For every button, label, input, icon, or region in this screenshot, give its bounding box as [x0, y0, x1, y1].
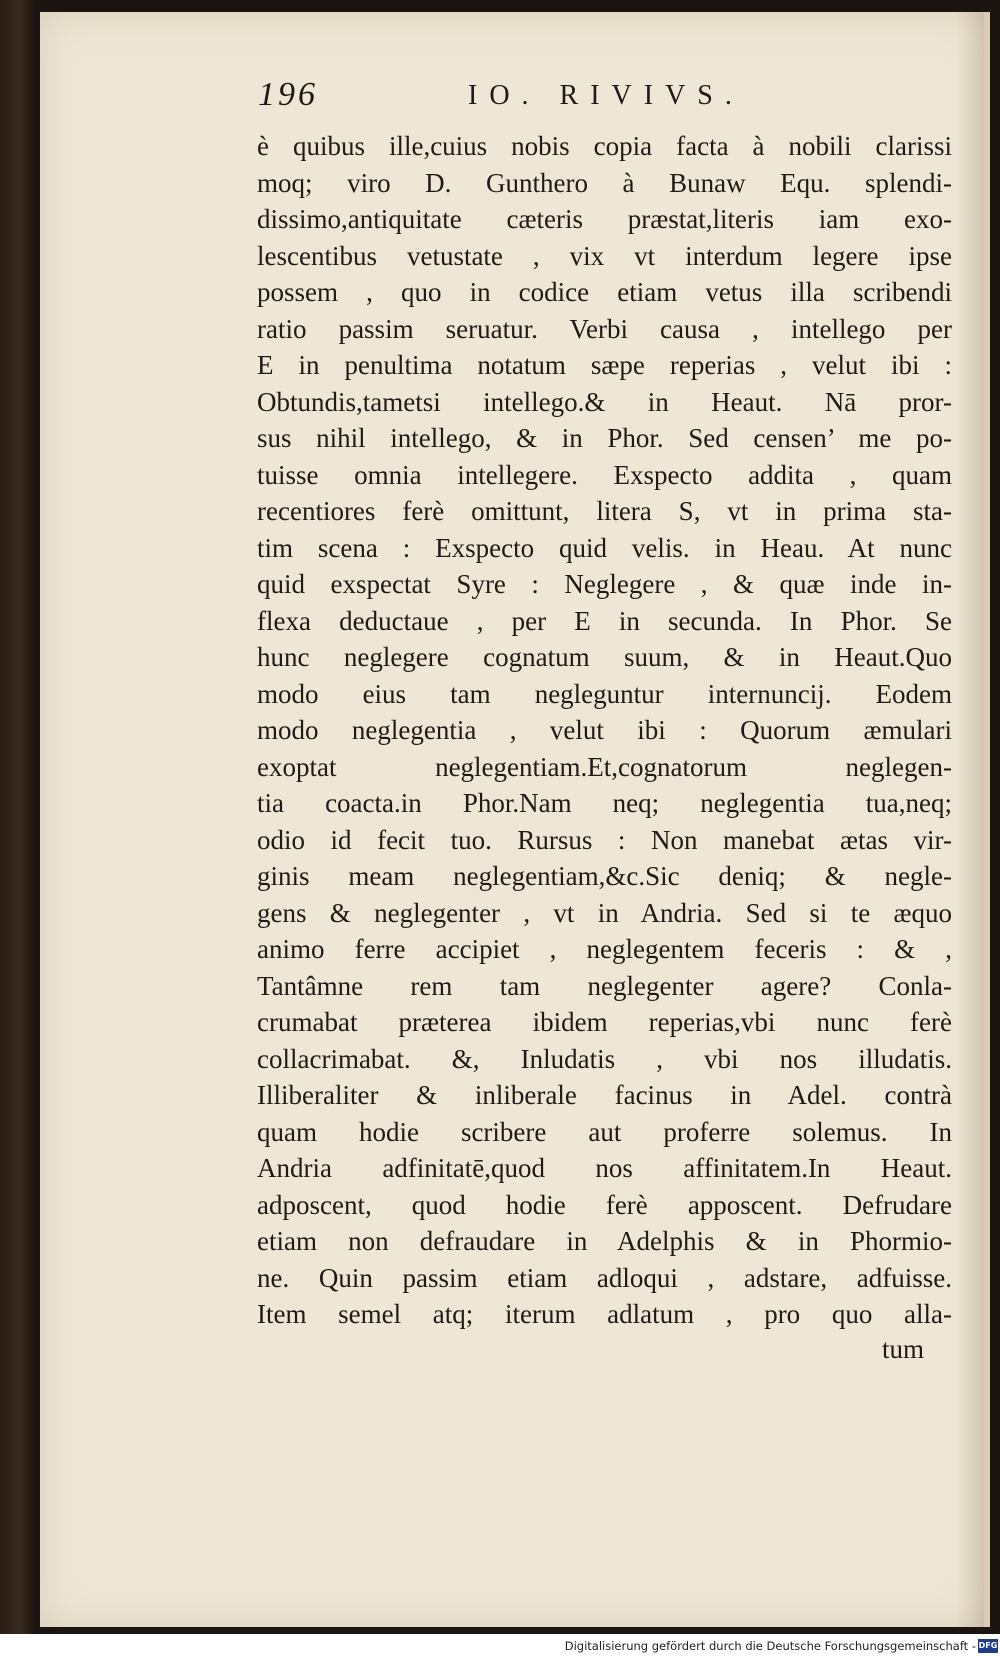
funding-note: Digitalisierung gefördert durch die Deutsche Forschungsgemeinschaft - — [564, 1639, 976, 1653]
text-line: Andria adfinitatē,quod nos affinitatem.In Heaut. — [257, 1153, 952, 1183]
text-line: hunc neglegere cognatum suum, & in Heaut.Quo — [257, 642, 952, 672]
text-line: flexa deductaue , per E in secunda. In Phor. Se — [257, 605, 952, 636]
text-line: etiam non defraudare in Adelphis & in Phormio- — [257, 1226, 952, 1256]
text-line: sus nihil intellego, & in Phor. Sed censen’ me po- — [257, 423, 952, 453]
text-line: Tantâmne rem tam neglegenter agere? Conla- — [257, 970, 952, 1001]
text-line: Obtundis,tametsi intellego.& in Heaut. Nā pror- — [257, 386, 952, 417]
page-number: 196 — [258, 76, 318, 113]
dfg-logo-icon: DFG — [978, 1639, 998, 1653]
text-line: ne. Quin passim etiam adloqui , adstare, adfuisse. — [257, 1262, 952, 1293]
text-line: crumabat præterea ibidem reperias,vbi nunc ferè — [257, 1007, 952, 1037]
text-line: lescentibus vetustate , vix vt interdum legere ipse — [257, 240, 952, 271]
text-line: tia coacta.in Phor.Nam neq; neglegentia tua,neq; — [257, 788, 952, 818]
text-line: ratio passim seruatur. Verbi causa , intellego per — [257, 313, 952, 344]
text-line: tuisse omnia intellegere. Exspecto addita , quam — [257, 459, 952, 490]
text-line: odio id fecit tuo. Rursus : Non manebat ætas vir- — [257, 824, 952, 855]
page-edge-shadow — [956, 12, 984, 1627]
running-head: IO. RIVIVS. — [468, 80, 744, 111]
text-line: ginis meam neglegentiam,&c.Sic deniq; & negle- — [257, 861, 952, 891]
text-line: modo neglegentia , velut ibi : Quorum æmulari — [257, 715, 952, 745]
text-line: dissimo,antiquitate cæteris præstat,literis iam exo- — [257, 204, 952, 234]
text-line: E in penultima notatum sæpe reperias , velut ibi : — [257, 350, 952, 380]
text-line: Item semel atq; iterum adlatum , pro quo alla- — [257, 1299, 952, 1329]
text-line: è quibus ille,cuius nobis copia facta à nobili clarissi — [257, 131, 952, 161]
page-header — [258, 76, 858, 128]
text-line: adposcent, quod hodie ferè apposcent. Defrudare — [257, 1189, 952, 1220]
text-line: tim scena : Exspecto quid velis. in Heau. At nunc — [257, 532, 952, 563]
text-line: quid exspectat Syre : Neglegere , & quæ inde in- — [257, 569, 952, 599]
body-text — [257, 128, 952, 1333]
book-page — [40, 12, 990, 1627]
text-line: animo ferre accipiet , neglegentem feceris : & , — [257, 934, 952, 964]
text-line: exoptat neglegentiam.Et,cognatorum neglegen- — [257, 751, 952, 782]
catchword: tum — [881, 1334, 924, 1364]
text-line: possem , quo in codice etiam vetus illa scribendi — [257, 277, 952, 307]
text-line: collacrimabat. &, Inludatis , vbi nos illudatis. — [257, 1043, 952, 1074]
text-line: recentiores ferè omittunt, litera S, vt in prima sta- — [257, 496, 952, 526]
footer-bar — [0, 1634, 1000, 1656]
text-line: modo eius tam negleguntur internuncij. Eodem — [257, 678, 952, 709]
text-line: moq; viro D. Gunthero à Bunaw Equ. splendi- — [257, 167, 952, 198]
text-line: gens & neglegenter , vt in Andria. Sed si te æquo — [257, 897, 952, 928]
text-line: quam hodie scribere aut proferre solemus. In — [257, 1116, 952, 1147]
text-line: Illiberaliter & inliberale facinus in Adel. contrà — [257, 1080, 952, 1110]
